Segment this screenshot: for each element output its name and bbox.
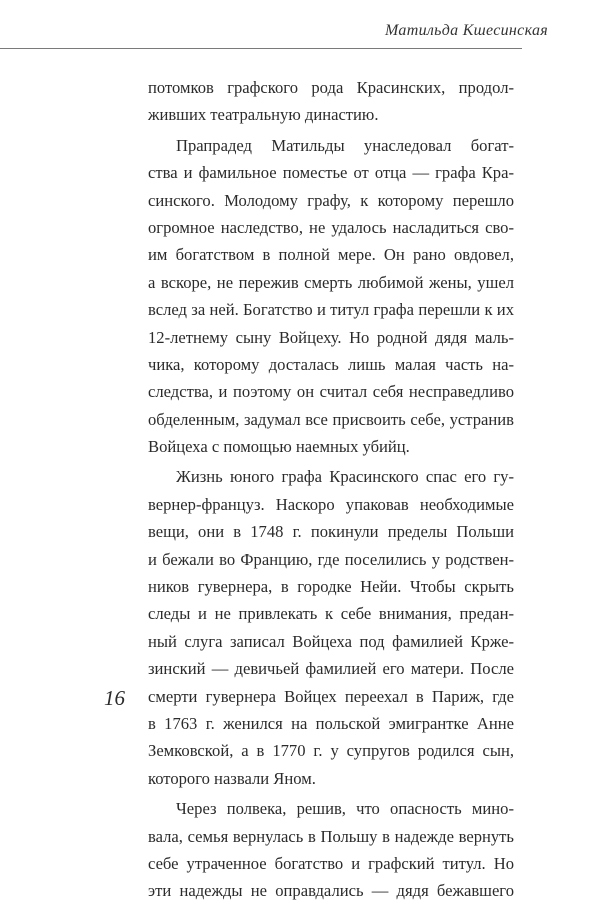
text-line: чика, которому досталась лишь малая часть на- [148, 354, 514, 374]
text-line: ников гувернера, в городке Нейи. Чтобы скрыть [148, 577, 514, 597]
text-line: вещи, они в 1748 г. покинули пределы Польши [148, 522, 514, 542]
paragraph-4 [148, 795, 514, 905]
text-line: им богатством в полной мере. Он рано овдовел, [148, 245, 514, 265]
text-line: огромное наследство, не удалось насладиться сво- [148, 217, 514, 237]
text-line: зинский — девичьей фамилией его матери. После [148, 659, 514, 679]
text-line: себе утраченное богатство и графский титул. Но [148, 853, 514, 873]
text-line: следы и не привлекать к себе внимания, предан- [148, 604, 514, 624]
text-line: ный слуга записал Войцеха под фамилией Крже- [148, 631, 514, 651]
text-line: потомков графского рода Красинских, продол- [148, 78, 514, 97]
text-line: и бежали во Францию, где поселились у родствен- [148, 549, 514, 569]
text-line: живших театральную династию. [148, 105, 379, 125]
paragraph-3 [148, 463, 514, 792]
text-line: Прапрадед Матильды унаследовал богат- [176, 135, 514, 155]
text-line: Через полвека, решив, что опасность мино- [176, 799, 514, 819]
page-number: 16 [104, 686, 125, 710]
text-line: эти надежды не оправдались — дядя бежавшего [148, 881, 514, 901]
text-line: которого назвали Яном. [148, 768, 316, 788]
text-line: Жизнь юного графа Красинского спас его гу- [176, 467, 514, 487]
text-line: синского. Молодому графу, к которому перешло [148, 190, 514, 210]
text-line: вслед за ней. Богатство и титул графа перешли к их [148, 300, 514, 320]
text-line: Земковской, а в 1770 г. у супругов родился сын, [148, 741, 514, 761]
text-line: в 1763 г. женился на польской эмигрантке Анне [148, 713, 514, 733]
text-line: вала, семья вернулась в Польшу в надежде вернуть [148, 826, 514, 846]
text-line: обделенным, задумал все присвоить себе, устранив [148, 409, 514, 429]
text-line: смерти гувернера Войцех переехал в Париж, где [148, 686, 514, 706]
paragraph-2 [148, 132, 514, 461]
text-line: Войцеха с помощью наемных убийц. [148, 437, 410, 457]
text-line: ства и фамильное поместье от отца — графа Кра- [148, 163, 514, 183]
text-line: вернер-француз. Наскоро упаковав необходимые [148, 494, 514, 514]
running-header-title: Матильда Кшесинская [385, 22, 548, 39]
body-text [148, 74, 514, 905]
paragraph-1 [148, 74, 514, 129]
header-rule [0, 48, 522, 49]
text-line: 12-летнему сыну Войцеху. Но родной дядя маль- [148, 327, 514, 347]
text-line: следства, и поэтому он считал себя несправедливо [148, 382, 514, 402]
text-line: а вскоре, не пережив смерть любимой жены, ушел [148, 272, 514, 292]
